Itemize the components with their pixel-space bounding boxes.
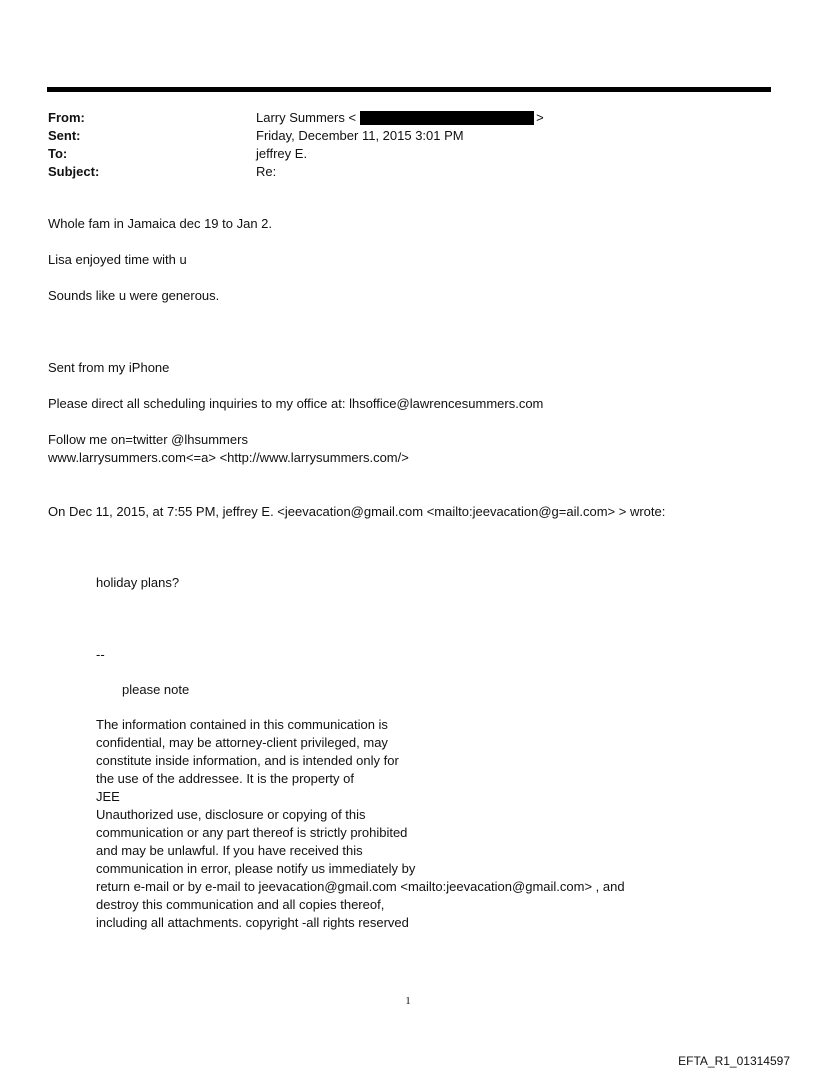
redaction-box bbox=[360, 111, 534, 125]
disclaimer-line: communication in error, please notify us immediately by bbox=[96, 861, 416, 876]
sent-from-line: Sent from my iPhone bbox=[48, 360, 170, 375]
sent-label: Sent: bbox=[48, 128, 81, 143]
body-line: Lisa enjoyed time with u bbox=[48, 252, 187, 267]
disclaimer-line: communication or any part thereof is strictly prohibited bbox=[96, 825, 408, 840]
disclaimer-line: The information contained in this communication is bbox=[96, 717, 388, 732]
disclaimer-line: and may be unlawful. If you have received this bbox=[96, 843, 363, 858]
subject-value: Re: bbox=[256, 164, 277, 179]
disclaimer-line: the use of the addressee. It is the property of bbox=[96, 771, 354, 786]
body-line: Sounds like u were generous. bbox=[48, 288, 220, 303]
quote-header: On Dec 11, 2015, at 7:55 PM, jeffrey E. <jeevacation@gmail.com <mailto:jeevacation@g=ail.com> > wrote: bbox=[48, 504, 666, 519]
disclaimer-line: including all attachments. copyright -all rights reserved bbox=[96, 915, 409, 930]
signature-dash: -- bbox=[96, 647, 105, 662]
from-suffix: > bbox=[536, 110, 544, 125]
to-value: jeffrey E. bbox=[256, 146, 308, 161]
subject-label: Subject: bbox=[48, 164, 100, 179]
sent-value: Friday, December 11, 2015 3:01 PM bbox=[256, 128, 464, 143]
disclaimer bbox=[96, 716, 625, 932]
from-label: From: bbox=[48, 110, 85, 125]
disclaimer-line: return e-mail or by e-mail to jeevacation@gmail.com <mailto:jeevacation@gmail.com> , and bbox=[96, 879, 625, 894]
website-line: www.larrysummers.com<=a> <http://www.larrysummers.com/> bbox=[48, 450, 409, 465]
from-value bbox=[256, 109, 544, 127]
email-header bbox=[48, 109, 544, 181]
follow-line: Follow me on=twitter @lhsummers bbox=[48, 432, 248, 447]
from-name: Larry Summers < bbox=[256, 110, 357, 125]
page-number: 1 bbox=[405, 995, 411, 1007]
header-divider bbox=[47, 87, 771, 92]
disclaimer-line: JEE bbox=[96, 789, 120, 804]
quoted-message: holiday plans? bbox=[96, 575, 180, 590]
to-row bbox=[48, 145, 544, 163]
disclaimer-line: confidential, may be attorney-client privileged, may bbox=[96, 735, 388, 750]
document-id: EFTA_R1_01314597 bbox=[678, 1054, 790, 1068]
sent-row bbox=[48, 127, 544, 145]
scheduling-line: Please direct all scheduling inquiries to my office at: lhsoffice@lawrencesummers.com bbox=[48, 396, 544, 411]
disclaimer-line: destroy this communication and all copies thereof, bbox=[96, 897, 385, 912]
please-note: please note bbox=[122, 682, 190, 697]
to-label: To: bbox=[48, 146, 68, 161]
subject-row bbox=[48, 163, 544, 181]
disclaimer-line: Unauthorized use, disclosure or copying of this bbox=[96, 807, 366, 822]
disclaimer-line: constitute inside information, and is intended only for bbox=[96, 753, 399, 768]
from-row bbox=[48, 109, 544, 127]
body-line: Whole fam in Jamaica dec 19 to Jan 2. bbox=[48, 216, 273, 231]
